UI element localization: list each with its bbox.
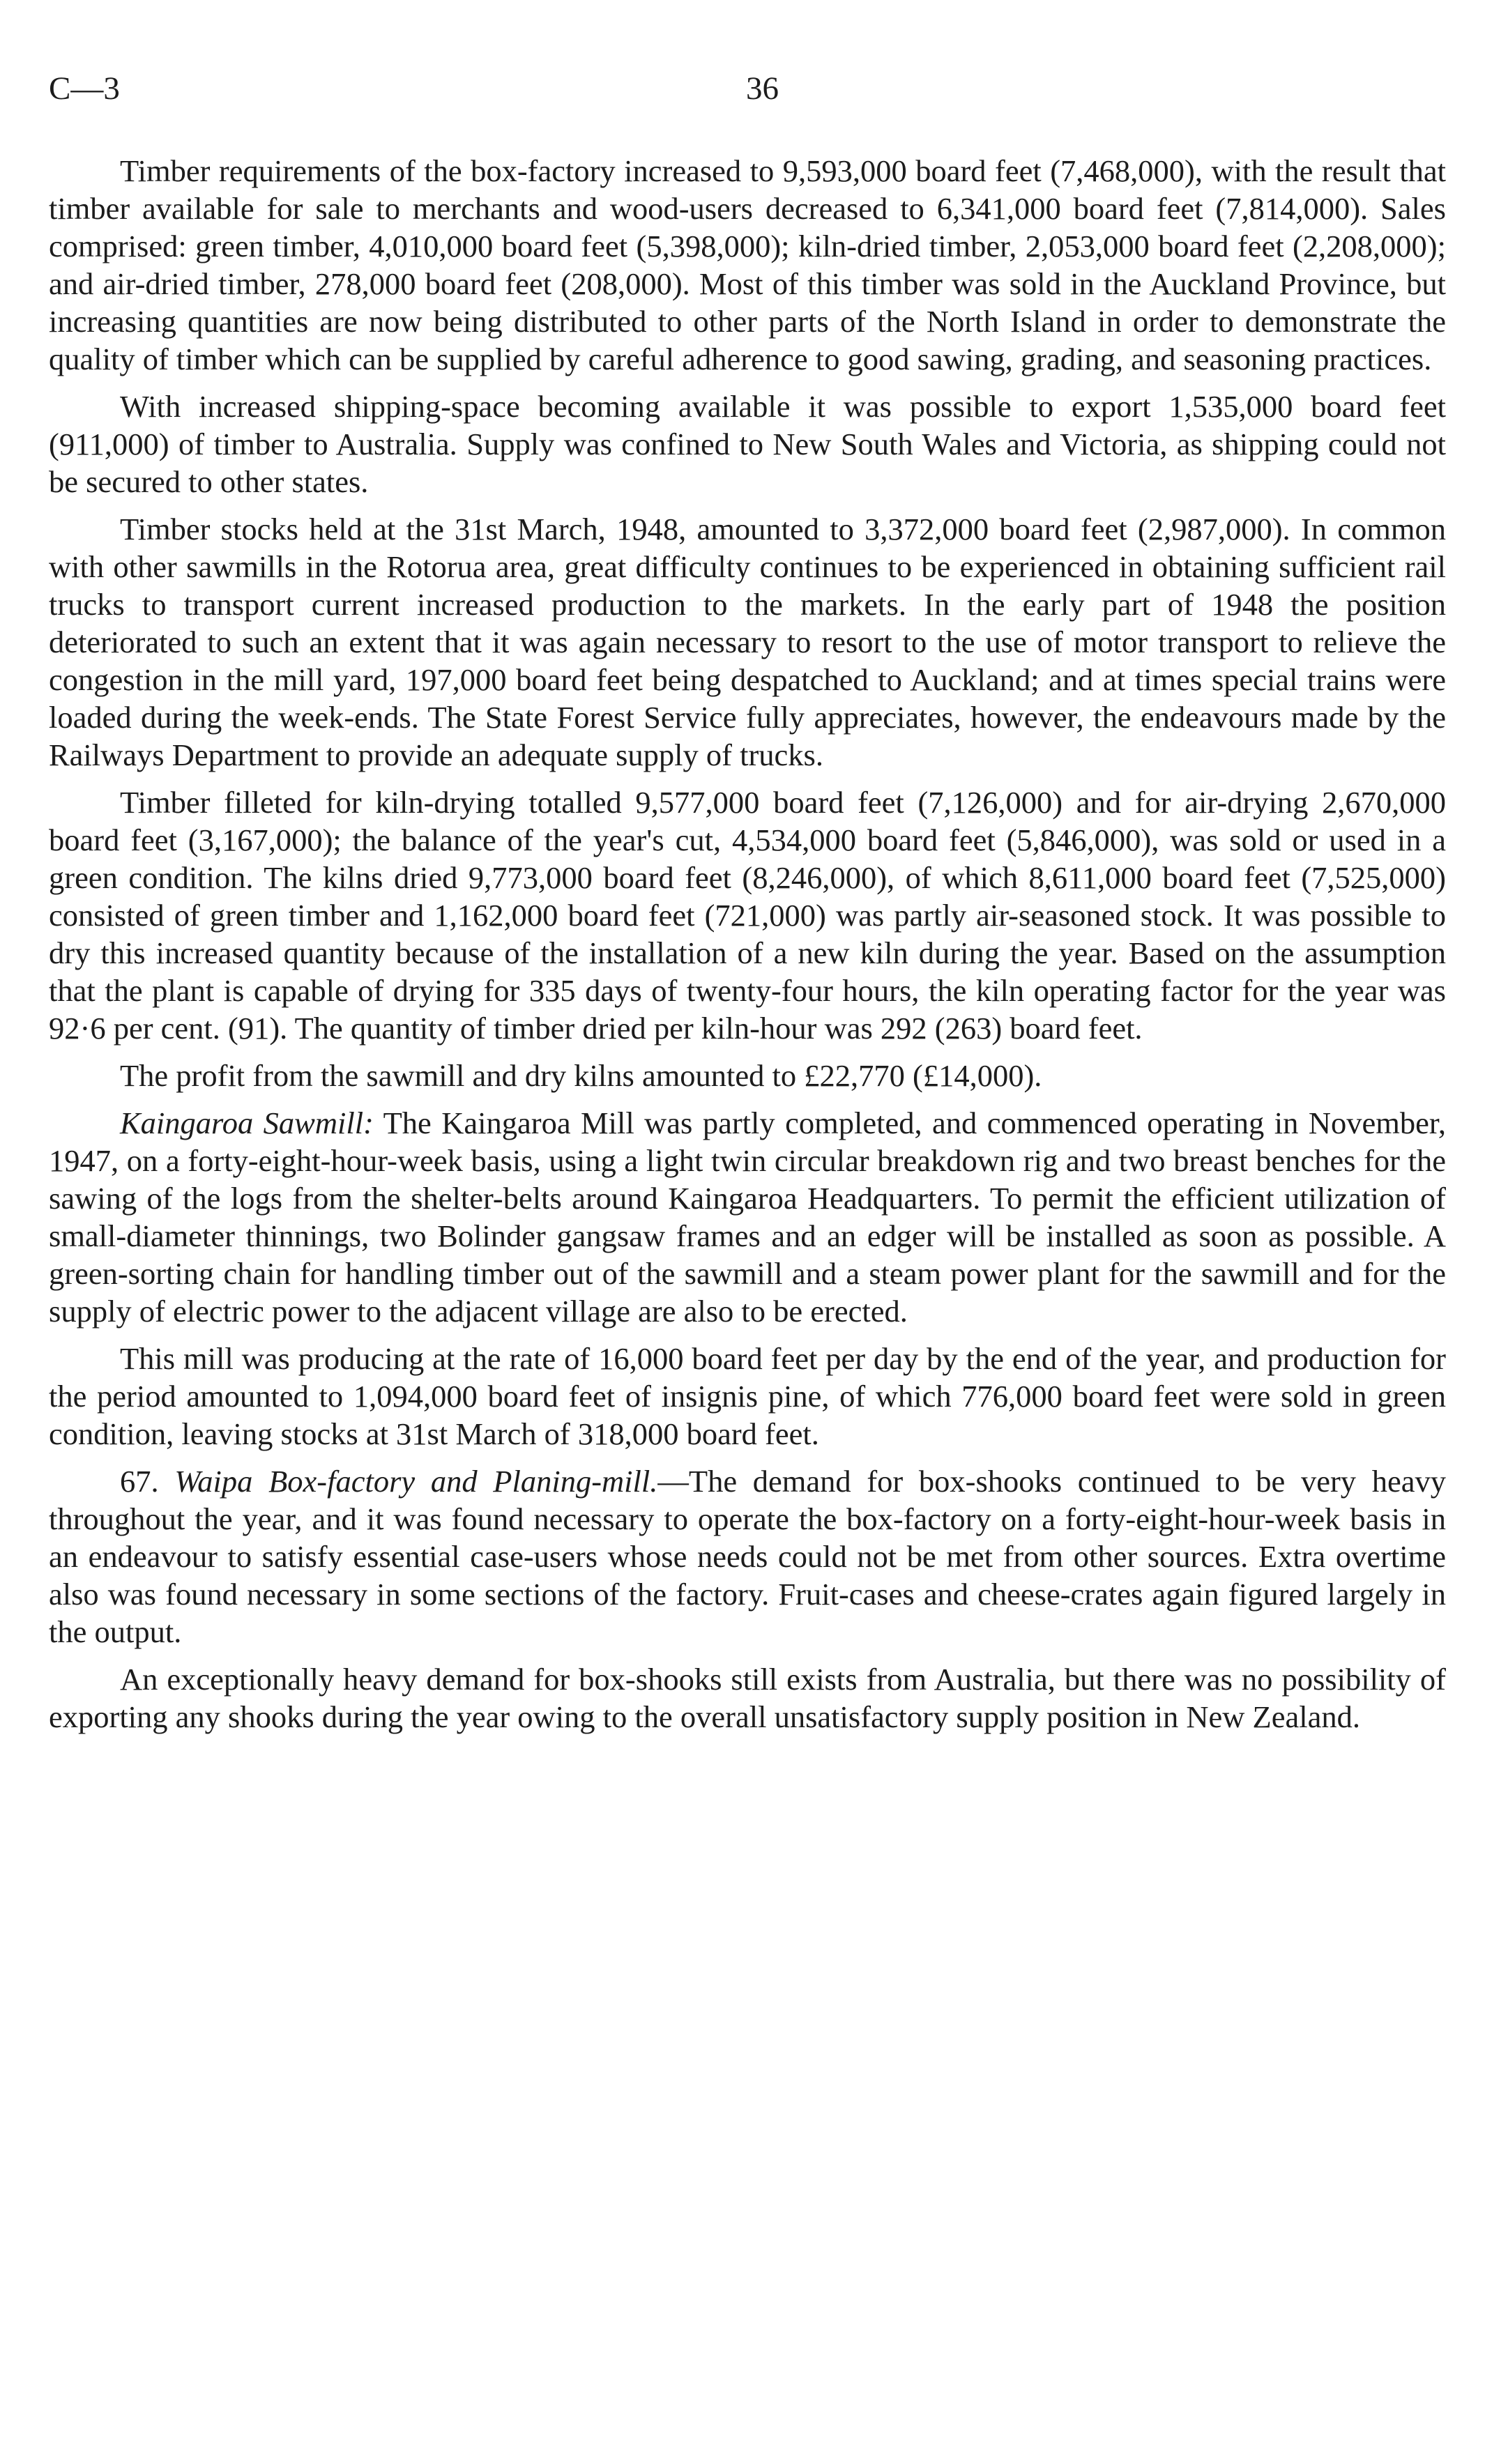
- paragraph-box-shooks-demand: An exceptionally heavy demand for box-shooks still exists from Australia, but there was no possibility of exporting any shooks during the year owing to the overall unsatisfactory supply position in New Zealand.: [49, 1662, 1446, 1734]
- waipa-text: —The demand for box-shooks continued to be very heavy throughout the year, and it was found necessary to operate the box-factory on a forty-eight-hour-week basis in an endeavour to satisfy essential case-users whose needs could not be met from other sources. Extra overtime also was found necessary in some sections of the factory. Fruit-cases and cheese-crates again figured largely in the output.: [49, 1464, 1447, 1649]
- paragraph-exports-australia: With increased shipping-space becoming available it was possible to export 1,535,000 board feet (911,000) of timber to Australia. Supply was confined to New South Wales and Victoria, as shipping could not be secured to other states.: [49, 389, 1446, 499]
- paragraph-kaingaroa-sawmill: [49, 1104, 1446, 1330]
- paragraph-waipa-box-factory: [49, 1462, 1446, 1651]
- page-body: [49, 152, 1446, 1745]
- paragraph-kaingaroa-production: This mill was producing at the rate of 16,000 board feet per day by the end of the year, and production for the period amounted to 1,094,000 board feet of insignis pine, of which 776,000 board feet were sold in green condition, leaving stocks at 31st March of 318,000 board feet.: [49, 1341, 1446, 1451]
- paragraph-kiln-drying: Timber filleted for kiln-drying totalled 9,577,000 board feet (7,126,000) and for air-drying 2,670,000 board feet (3,167,000); the balance of the year's cut, 4,534,000 board feet (5,846,000), was sold or used in a green condition. The kilns dried 9,773,000 board feet (8,246,000), of which 8,611,000 board feet (7,525,000) consisted of green timber and 1,162,000 board feet (721,000) was partly air-seasoned stock. It was possible to dry this increased quantity because of the installation of a new kiln during the year. Based on the assumption that the plant is capable of drying for 335 days of twenty-four hours, the kiln operating factor for the year was 92·6 per cent. (91). The quantity of timber dried per kiln-hour was 292 (263) board feet.: [49, 785, 1446, 1046]
- kaingaroa-subhead: Kaingaroa Sawmill:: [120, 1105, 374, 1140]
- document-reference: C—3: [49, 70, 120, 107]
- section-number: 67.: [120, 1464, 159, 1499]
- kaingaroa-text: The Kaingaroa Mill was partly completed, and commenced operating in November, 1947, on a forty-eight-hour-week basis, using a light twin circular breakdown rig and two breast benches for the sawing of the logs from the shelter-belts around Kaingaroa Headquarters. To permit the efficient utilization of small-diameter thinnings, two Bolinder gangsaw frames and an edger will be installed as soon as possible. A green-sorting chain for handling timber out of the sawmill and a steam power plant for the sawmill and for the supply of electric power to the adjacent village are also to be erected.: [49, 1105, 1446, 1329]
- paragraph-timber-stocks: Timber stocks held at the 31st March, 1948, amounted to 3,372,000 board feet (2,987,000). In common with other sawmills in the Rotorua area, great difficulty continues to be experienced in obtaining sufficient rail trucks to transport current increased production to the markets. In the early part of 1948 the position deteriorated to such an extent that it was again necessary to resort to the use of motor transport to relieve the congestion in the mill yard, 197,000 board feet being despatched to Auckland; and at times special trains were loaded during the week-ends. The State Forest Service fully appreciates, however, the endeavours made by the Railways Department to provide an adequate supply of trucks.: [49, 512, 1446, 772]
- paragraph-box-factory-requirements: Timber requirements of the box-factory increased to 9,593,000 board feet (7,468,000), with the result that timber available for sale to merchants and wood-users decreased to 6,341,000 board feet (7,814,000). Sales comprised: green timber, 4,010,000 board feet (5,398,000); kiln-dried timber, 2,053,000 board feet (2,208,000); and air-dried timber, 278,000 board feet (208,000). Most of this timber was sold in the Auckland Province, but increasing quantities are now being distributed to other parts of the North Island in order to demonstrate the quality of timber which can be supplied by careful adherence to good sawing, grading, and seasoning practices.: [49, 153, 1446, 376]
- page-header: [49, 70, 1457, 118]
- paragraph-profit: The profit from the sawmill and dry kilns amounted to £22,770 (£14,000).: [120, 1058, 1042, 1093]
- page-number: 36: [746, 70, 779, 107]
- waipa-subhead: Waipa Box-factory and Planing-mill.: [174, 1464, 658, 1499]
